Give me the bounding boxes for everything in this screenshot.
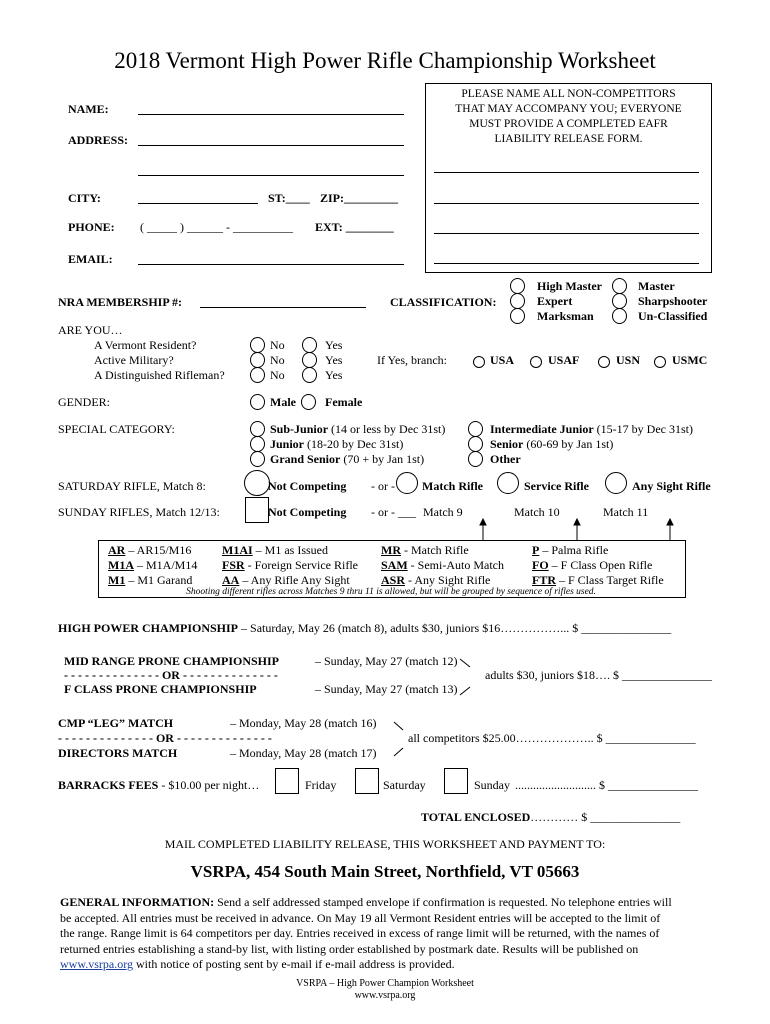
mid-range-brace (458, 657, 474, 697)
noncompetitor-text-2: THAT MAY ACCOMPANY YOU; EVERYONE (455, 103, 682, 115)
special-category-label: SPECIAL CATEGORY: (58, 422, 175, 436)
gender-male-radio[interactable] (250, 394, 265, 410)
barracks-friday-checkbox[interactable] (275, 768, 299, 794)
nra-field[interactable] (200, 307, 366, 308)
special-intermediate-junior-label: Intermediate Junior (15-17 by Dec 31st) (490, 422, 693, 436)
email-label: EMAIL: (68, 252, 113, 266)
military-yes-radio[interactable] (302, 352, 317, 368)
cmp-leg-title: CMP “LEG” MATCH (58, 716, 174, 730)
rifle-entry-arrows (470, 518, 690, 540)
special-other-radio[interactable] (468, 451, 483, 467)
noncompetitor-line-4[interactable] (434, 263, 699, 264)
class-expert-radio[interactable] (510, 293, 525, 309)
class-marksman-label: Marksman (537, 309, 594, 323)
branch-usa-label: USA (490, 353, 515, 367)
resident-yes-radio[interactable] (302, 337, 317, 353)
mail-instruction: MAIL COMPLETED LIABILITY RELEASE, THIS WORKSHEET AND PAYMENT TO: (164, 837, 606, 851)
noncompetitor-line-1[interactable] (434, 172, 699, 173)
special-sub-junior-label: Sub-Junior (14 or less by Dec 31st) (270, 422, 446, 436)
saturday-any-sight-radio[interactable] (605, 472, 627, 494)
address-field-1[interactable] (138, 145, 404, 146)
saturday-service-rifle-label: Service Rifle (524, 479, 589, 493)
phone-field[interactable]: ( _____ ) ______ - __________ (140, 220, 293, 234)
noncompetitor-line-2[interactable] (434, 203, 699, 204)
high-power-line: HIGH POWER CHAMPIONSHIP – Saturday, May 26 (match 8), adults $30, juniors $16……………... $ _______________ (58, 621, 672, 635)
class-sharpshooter-label: Sharpshooter (638, 294, 708, 308)
class-sharpshooter-radio[interactable] (612, 293, 627, 309)
distinguished-no-label: No (270, 368, 285, 382)
cmp-brace (392, 720, 406, 758)
special-grand-senior-label: Grand Senior (70 + by Jan 1st) (270, 452, 425, 466)
special-senior-radio[interactable] (468, 436, 483, 452)
state-label[interactable]: ST:____ (268, 191, 310, 205)
cmp-leg-date: – Monday, May 28 (match 16) (230, 716, 377, 730)
branch-usn-radio[interactable] (598, 356, 610, 368)
resident-no-radio[interactable] (250, 337, 265, 353)
class-high-master-radio[interactable] (510, 278, 525, 294)
zip-label[interactable]: ZIP:_________ (320, 191, 398, 205)
sunday-match-9: Match 9 (423, 505, 463, 519)
sunday-not-competing-label: Not Competing (268, 505, 347, 519)
branch-usaf-label: USAF (548, 353, 580, 367)
noncompetitor-text-4: LIABILITY RELEASE FORM. (494, 133, 643, 145)
saturday-not-competing-label: Not Competing (268, 479, 347, 493)
barracks-fee: ........................... $ _______________ (515, 778, 698, 792)
military-no-label: No (270, 353, 285, 367)
saturday-service-rifle-radio[interactable] (497, 472, 519, 494)
class-high-master-label: High Master (537, 279, 602, 293)
class-unclassified-radio[interactable] (612, 308, 627, 324)
special-other-label: Other (490, 452, 521, 466)
barracks-sunday-checkbox[interactable] (444, 768, 468, 794)
saturday-any-sight-label: Any Sight Rifle (632, 479, 711, 493)
address-label: ADDRESS: (68, 133, 129, 147)
class-marksman-radio[interactable] (510, 308, 525, 324)
address-field-2[interactable] (138, 175, 404, 176)
sunday-match-11: Match 11 (603, 505, 649, 519)
special-sub-junior-radio[interactable] (250, 421, 265, 437)
noncompetitor-text-3: MUST PROVIDE A COMPLETED EAFR (469, 118, 668, 130)
f-class-title: F CLASS PRONE CHAMPIONSHIP (64, 682, 257, 696)
page-title: 2018 Vermont High Power Rifle Championship Worksheet (114, 48, 656, 73)
barracks-saturday-label: Saturday (383, 778, 426, 792)
rifle-codes-col-3: MR - Match Rifle SAM - Semi-Auto Match ASR - Any Sight Rifle (381, 543, 504, 587)
directors-match-title: DIRECTORS MATCH (58, 746, 178, 760)
rifle-codes-col-4: P – Palma Rifle FO – F Class Open Rifle FTR – F Class Target Rifle (532, 543, 664, 587)
military-no-radio[interactable] (250, 352, 265, 368)
cmp-or-divider: - - - - - - - - - - - - - - OR - - - - - - - - - - - - - - (58, 731, 272, 745)
mid-range-or-divider: - - - - - - - - - - - - - - OR - - - - - - - - - - - - - - (64, 668, 278, 682)
question-distinguished-rifleman: A Distinguished Rifleman? (94, 368, 225, 382)
sunday-or[interactable]: - or - ___ (371, 505, 416, 519)
special-intermediate-junior-radio[interactable] (468, 421, 483, 437)
branch-usa-radio[interactable] (473, 356, 485, 368)
military-yes-label: Yes (325, 353, 343, 367)
footer-title: VSRPA – High Power Champion Worksheet (296, 978, 474, 989)
distinguished-yes-radio[interactable] (302, 367, 317, 383)
cmp-fee: all competitors $25.00……………….. $ _______________ (408, 731, 696, 745)
total-enclosed: TOTAL ENCLOSED………… $ _______________ (421, 810, 681, 824)
special-grand-senior-radio[interactable] (250, 451, 265, 467)
special-junior-radio[interactable] (250, 436, 265, 452)
mid-range-fee: adults $30, juniors $18…. $ _______________ (485, 668, 712, 682)
saturday-rifle-label: SATURDAY RIFLE, Match 8: (58, 479, 206, 493)
classification-label: CLASSIFICATION: (390, 295, 497, 309)
class-master-label: Master (638, 279, 675, 293)
vsrpa-link[interactable]: www.vsrpa.org (60, 957, 133, 971)
question-vermont-resident: A Vermont Resident? (94, 338, 197, 352)
city-field[interactable] (138, 203, 258, 204)
gender-female-label: Female (325, 395, 363, 409)
are-you-label: ARE YOU… (58, 323, 123, 337)
general-information: GENERAL INFORMATION: Send a self addressed stamped envelope if confirmation is requested. No telephone entries will be accepted. All entries must be received in advance. On May 19 all Vermont Resident entries will be accepted to the limit of the range. Range limit is 64 competitors per day. Entries received in excess of range limit will be returned, with the names of returned entries establishing a stand-by list, with listing order established by postmark date. Results will be published on www.vsrpa.org with notice of posting sent by e-mail if e-mail address is provided. (60, 895, 672, 971)
gender-label: GENDER: (58, 395, 110, 409)
ext-field[interactable]: EXT: ________ (315, 220, 394, 234)
name-field[interactable] (138, 114, 404, 115)
rifle-codes-col-1: AR – AR15/M16 M1A – M1A/M14 M1 – M1 Garand (108, 543, 198, 587)
email-field[interactable] (138, 264, 404, 265)
saturday-not-competing-radio[interactable] (244, 470, 270, 496)
barracks-line: BARRACKS FEES - $10.00 per night… (58, 778, 260, 792)
gender-female-radio[interactable] (301, 394, 316, 410)
noncompetitor-box (425, 83, 712, 273)
class-unclassified-label: Un-Classified (638, 309, 708, 323)
saturday-match-rifle-label: Match Rifle (422, 479, 483, 493)
barracks-sunday-label: Sunday (474, 778, 510, 792)
rifle-codes-note: Shooting different rifles across Matches 9 thru 11 is allowed, but will be grouped by sequence of rifles used. (186, 587, 596, 597)
resident-yes-label: Yes (325, 338, 343, 352)
resident-no-label: No (270, 338, 285, 352)
special-junior-label: Junior (18-20 by Dec 31st) (270, 437, 404, 451)
footer-url: www.vsrpa.org (354, 990, 416, 1001)
sunday-not-competing-checkbox[interactable] (245, 497, 269, 523)
distinguished-yes-label: Yes (325, 368, 343, 382)
class-expert-label: Expert (537, 294, 573, 308)
class-master-radio[interactable] (612, 278, 627, 294)
branch-usn-label: USN (616, 353, 641, 367)
question-active-military: Active Military? (94, 353, 174, 367)
mid-range-title: MID RANGE PRONE CHAMPIONSHIP (64, 654, 279, 668)
barracks-friday-label: Friday (305, 778, 337, 792)
saturday-or: - or - (371, 479, 395, 493)
branch-usmc-radio[interactable] (654, 356, 666, 368)
directors-match-date: – Monday, May 28 (match 17) (230, 746, 377, 760)
branch-label: If Yes, branch: (377, 353, 447, 367)
name-label: NAME: (68, 102, 109, 116)
distinguished-no-radio[interactable] (250, 367, 265, 383)
noncompetitor-text-1: PLEASE NAME ALL NON-COMPETITORS (461, 88, 676, 100)
branch-usaf-radio[interactable] (530, 356, 542, 368)
sunday-rifles-label: SUNDAY RIFLES, Match 12/13: (58, 505, 220, 519)
saturday-match-rifle-radio[interactable] (396, 472, 418, 494)
noncompetitor-line-3[interactable] (434, 233, 699, 234)
gender-male-label: Male (270, 395, 296, 409)
nra-label: NRA MEMBERSHIP #: (58, 295, 183, 309)
barracks-saturday-checkbox[interactable] (355, 768, 379, 794)
rifle-codes-col-2: M1AI – M1 as Issued FSR - Foreign Service Rifle AA – Any Rifle Any Sight (222, 543, 358, 587)
phone-label: PHONE: (68, 220, 115, 234)
footer (0, 978, 770, 1002)
city-label: CITY: (68, 191, 101, 205)
mail-address: VSRPA, 454 South Main Street, Northfield, VT 05663 (190, 862, 580, 881)
special-senior-label: Senior (60-69 by Jan 1st) (490, 437, 614, 451)
sunday-match-10: Match 10 (514, 505, 560, 519)
f-class-date: – Sunday, May 27 (match 13) (315, 682, 458, 696)
mid-range-date: – Sunday, May 27 (match 12) (315, 654, 458, 668)
branch-usmc-label: USMC (672, 353, 708, 367)
